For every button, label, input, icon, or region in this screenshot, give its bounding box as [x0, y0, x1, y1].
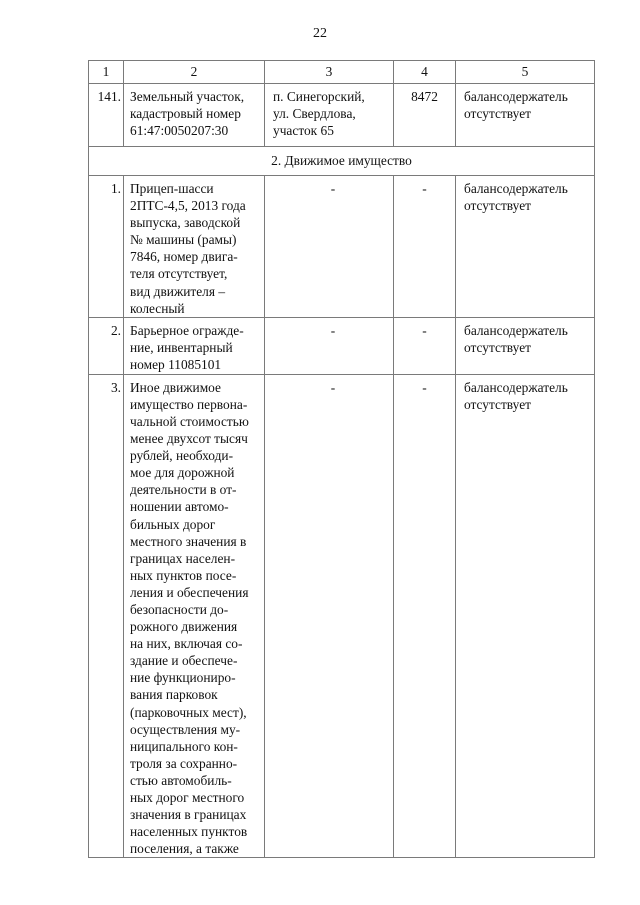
section-title: 2. Движимое имущество — [89, 147, 595, 176]
item-name: Иное движимое имущество первона- чальной стоимостью менее двухсот тысяч рублей, необходи- мое для дорожной деятельности в от- ношении автомо- бильных дорог местного значения в границах населен- ных пунктов посе- ления и обеспечения безопасности до- рожного движения на них, включая со- здание и обеспече- ние функциониро- вания парковок (парковочных мест), осуществления му- ниципального кон- троля за сохранно- стью автомобиль- ных дорог местного значения в границах населенных пунктов поселения, а также — [124, 374, 265, 858]
item-area: - — [394, 317, 456, 374]
item-area: 8472 — [394, 84, 456, 147]
column-number-3: 3 — [265, 61, 394, 84]
item-name: Прицеп-шасси 2ПТС-4,5, 2013 года выпуска, заводской № машины (рамы) 7846, номер двига- теля отсутствует, вид движителя – колесный — [124, 176, 265, 318]
row-number: 2. — [89, 317, 124, 374]
column-number-row — [89, 61, 595, 84]
item-area: - — [394, 176, 456, 318]
item-owner: балансодержатель отсутствует — [456, 84, 595, 147]
item-address: п. Синегорский, ул. Свердлова, участок 65 — [265, 84, 394, 147]
column-number-4: 4 — [394, 61, 456, 84]
column-number-1: 1 — [89, 61, 124, 84]
section-heading-row — [89, 147, 595, 176]
item-address: - — [265, 374, 394, 858]
table-row — [89, 176, 595, 318]
column-number-2: 2 — [124, 61, 265, 84]
item-area: - — [394, 374, 456, 858]
item-name: Земельный участок, кадастровый номер 61:47:0050207:30 — [124, 84, 265, 147]
table-row — [89, 84, 595, 147]
row-number: 3. — [89, 374, 124, 858]
row-number: 141. — [89, 84, 124, 147]
item-owner: балансодержатель отсутствует — [456, 374, 595, 858]
page-number: 22 — [313, 26, 327, 41]
column-number-5: 5 — [456, 61, 595, 84]
row-number: 1. — [89, 176, 124, 318]
item-owner: балансодержатель отсутствует — [456, 317, 595, 374]
property-registry-table — [88, 60, 595, 858]
table-row — [89, 317, 595, 374]
item-owner: балансодержатель отсутствует — [456, 176, 595, 318]
item-address: - — [265, 317, 394, 374]
table-row — [89, 374, 595, 858]
item-address: - — [265, 176, 394, 318]
item-name: Барьерное огражде- ние, инвентарный номер 11085101 — [124, 317, 265, 374]
